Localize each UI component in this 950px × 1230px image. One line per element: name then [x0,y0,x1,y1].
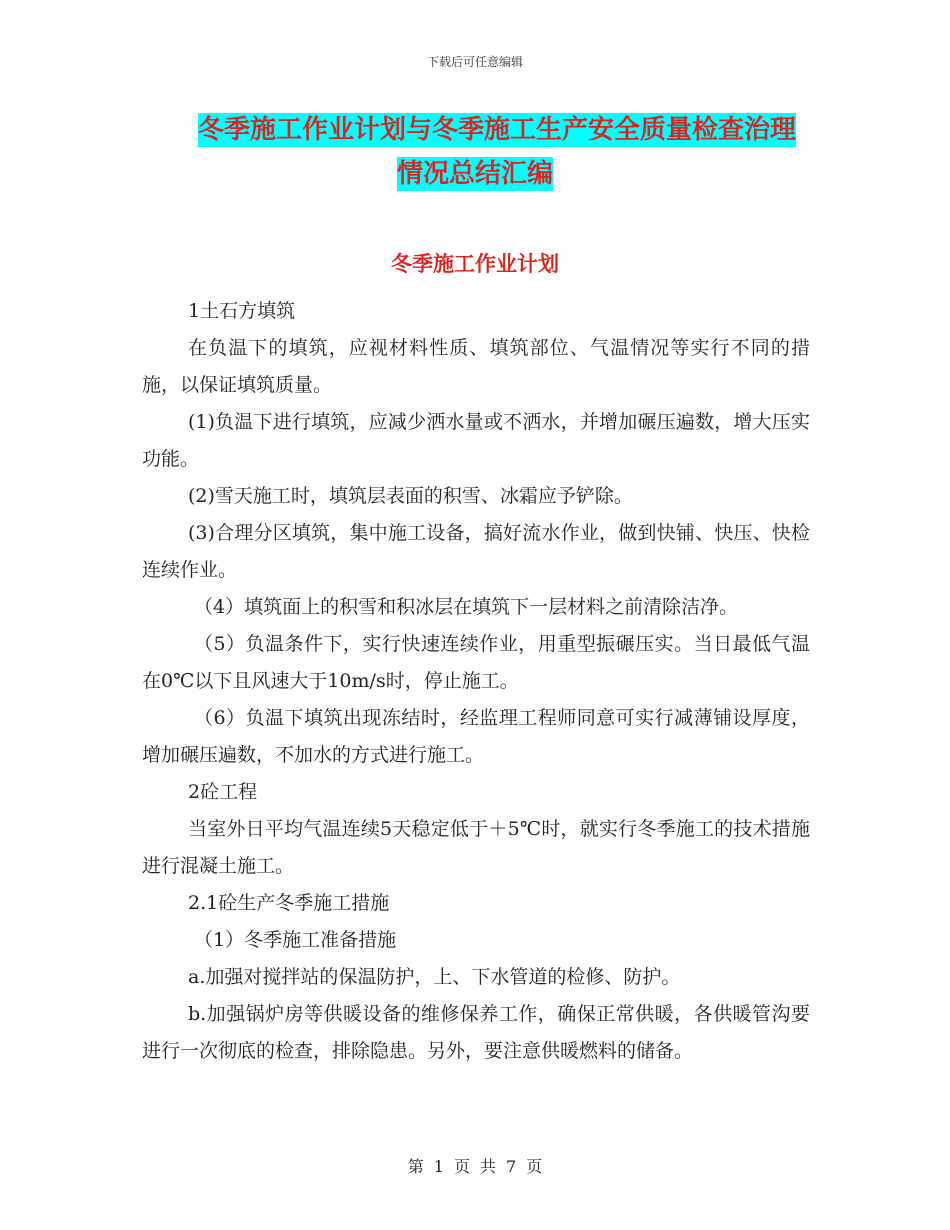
title-line-2: 情况总结汇编 [396,159,553,189]
document-body [142,293,810,1070]
list-item: (1)负温下进行填筑，应减少洒水量或不洒水，并增加碾压遍数，增大压实功能。 [142,411,810,470]
subheading: （1）冬季施工准备措施 [194,929,397,951]
title-line-1: 冬季施工作业计划与冬季施工生产安全质量检查治理 [197,115,796,145]
footer-suffix: 页 [526,1157,543,1176]
list-item: b.加强锅炉房等供暖设备的维修保养工作，确保正常供暖，各供暖管沟要进行一次彻底的检查，排除隐患。另外，要注意供暖燃料的储备。 [142,1003,810,1062]
page-footer [0,1154,950,1177]
heading-earthwork: 1土石方填筑 [188,300,296,322]
footer-prefix: 第 [407,1157,424,1176]
list-item: （6）负温下填筑出现冻结时，经监理工程师同意可实行减薄铺设厚度，增加碾压遍数，不加水的方式进行施工。 [142,707,810,766]
subheading: 2.1砼生产冬季施工措施 [188,892,390,914]
page-number: 1 [433,1157,444,1176]
list-item: （4）填筑面上的积雪和积冰层在填筑下一层材料之前清除洁净。 [194,596,739,618]
heading-concrete: 2砼工程 [188,781,258,803]
paragraph: 在负温下的填筑，应视材料性质、填筑部位、气温情况等实行不同的措施，以保证填筑质量。 [142,337,810,396]
paragraph: 当室外日平均气温连续5天稳定低于＋5℃时，就实行冬季施工的技术措施进行混凝土施工。 [142,818,810,877]
list-item: （5）负温条件下，实行快速连续作业，用重型振碾压实。当日最低气温在0℃以下且风速大于10m/s时，停止施工。 [142,633,810,692]
list-item: (3)合理分区填筑，集中施工设备，搞好流水作业，做到快铺、快压、快检连续作业。 [142,522,810,581]
header-note: 下载后可任意编辑 [426,55,523,69]
section-title: 冬季施工作业计划 [391,252,559,276]
total-pages: 7 [506,1157,517,1176]
footer-middle: 页 [453,1157,470,1176]
list-item: (2)雪天施工时，填筑层表面的积雪、冰霜应予铲除。 [188,485,633,507]
footer-total-prefix: 共 [480,1157,497,1176]
document-title [0,108,950,196]
list-item: a.加强对搅拌站的保温防护，上、下水管道的检修、防护。 [188,966,681,988]
